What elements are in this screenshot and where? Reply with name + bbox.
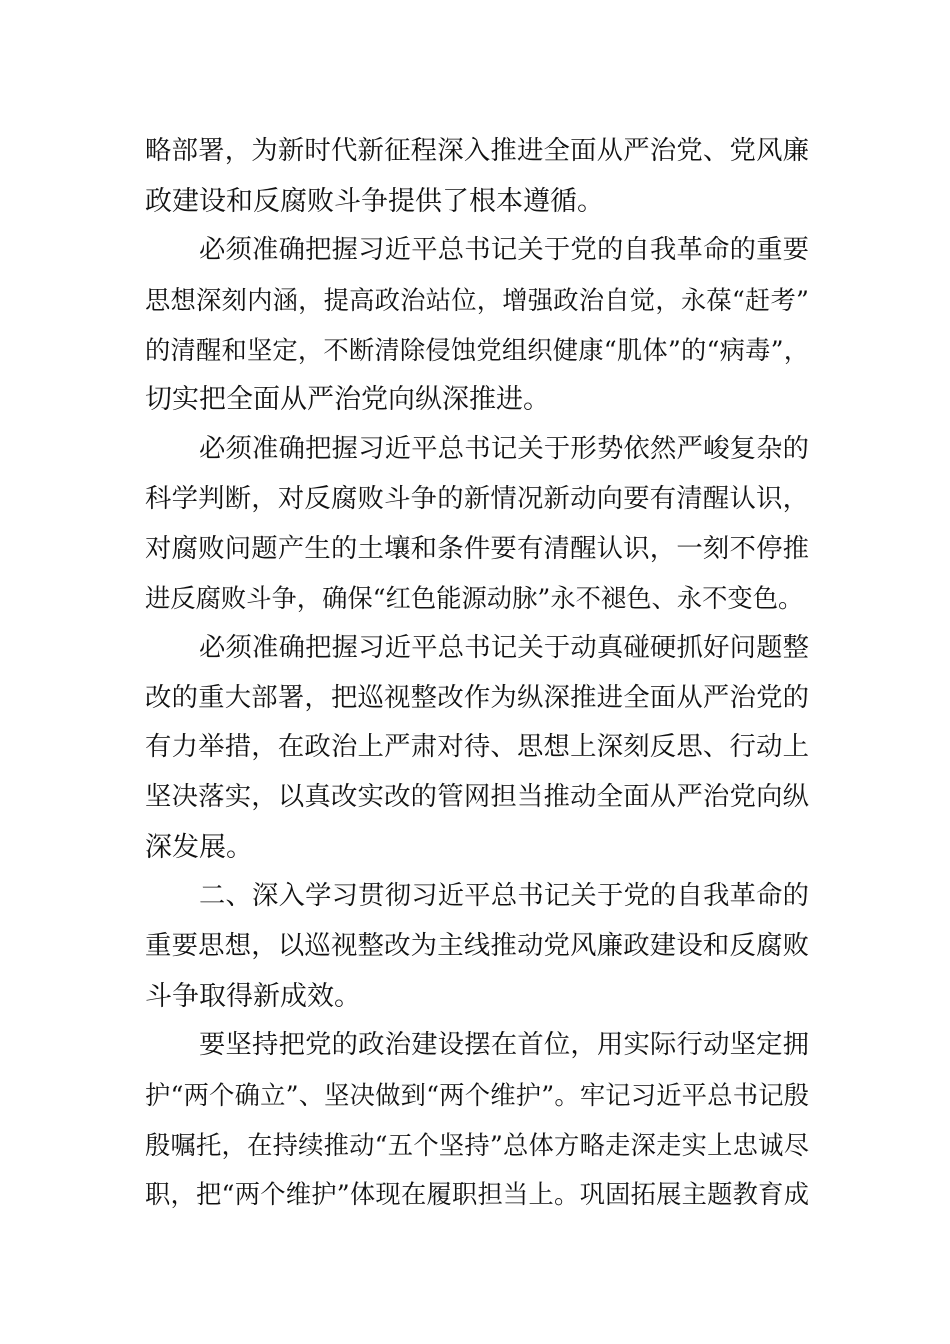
text-line: 思想深刻内涵，提高政治站位，增强政治自觉，永葆“赶考” bbox=[145, 286, 809, 316]
text-line: 殷嘱托，在持续推动“五个坚持”总体方略走深走实上忠诚尽 bbox=[145, 1130, 809, 1160]
text-line: 重要思想，以巡视整改为主线推动党风廉政建设和反腐败 bbox=[145, 931, 809, 961]
text-line: 科学判断，对反腐败斗争的新情况新动向要有清醒认识， bbox=[145, 483, 809, 514]
text-line: 必须准确把握习近平总书记关于形势依然严峻复杂的 bbox=[199, 434, 809, 465]
paragraph bbox=[145, 425, 809, 624]
section-heading-paragraph bbox=[145, 872, 809, 1021]
text-line: 深发展。 bbox=[145, 831, 253, 863]
text-line: 有力举措，在政治上严肃对待、思想上深刻反思、行动上 bbox=[145, 732, 809, 763]
text-line: 的清醒和坚定，不断清除侵蚀党组织健康“肌体”的“病毒”， bbox=[145, 335, 809, 365]
text-line: 坚决落实，以真改实改的管网担当推动全面从严治党向纵 bbox=[145, 781, 809, 812]
paragraph bbox=[145, 624, 809, 872]
text-line: 职，把“两个维护”体现在履职担当上。巩固拓展主题教育成 bbox=[145, 1180, 809, 1210]
text-line: 进反腐败斗争，确保“红色能源动脉”永不褪色、永不变色。 bbox=[145, 584, 804, 614]
text-line: 要坚持把党的政治建设摆在首位，用实际行动坚定拥 bbox=[199, 1030, 809, 1061]
paragraph bbox=[145, 226, 809, 425]
document-body bbox=[145, 127, 809, 1220]
text-line: 改的重大部署，把巡视整改作为纵深推进全面从严治党的 bbox=[145, 682, 809, 713]
text-line: 二、深入学习贯彻习近平总书记关于党的自我革命的 bbox=[199, 881, 809, 912]
text-line: 略部署，为新时代新征程深入推进全面从严治党、党风廉 bbox=[145, 136, 809, 166]
text-line: 必须准确把握习近平总书记关于动真碰硬抓好问题整 bbox=[199, 632, 809, 663]
text-line: 对腐败问题产生的土壤和条件要有清醒认识，一刻不停推 bbox=[145, 533, 809, 564]
text-line: 政建设和反腐败斗争提供了根本遵循。 bbox=[145, 185, 604, 217]
paragraph bbox=[145, 127, 809, 226]
text-line: 护“两个确立”、坚决做到“两个维护”。牢记习近平总书记殷 bbox=[145, 1081, 809, 1111]
text-line: 切实把全面从严治党向纵深推进。 bbox=[145, 384, 550, 416]
text-line: 斗争取得新成效。 bbox=[145, 980, 361, 1012]
text-line: 必须准确把握习近平总书记关于党的自我革命的重要 bbox=[199, 235, 809, 266]
paragraph bbox=[145, 1021, 809, 1220]
